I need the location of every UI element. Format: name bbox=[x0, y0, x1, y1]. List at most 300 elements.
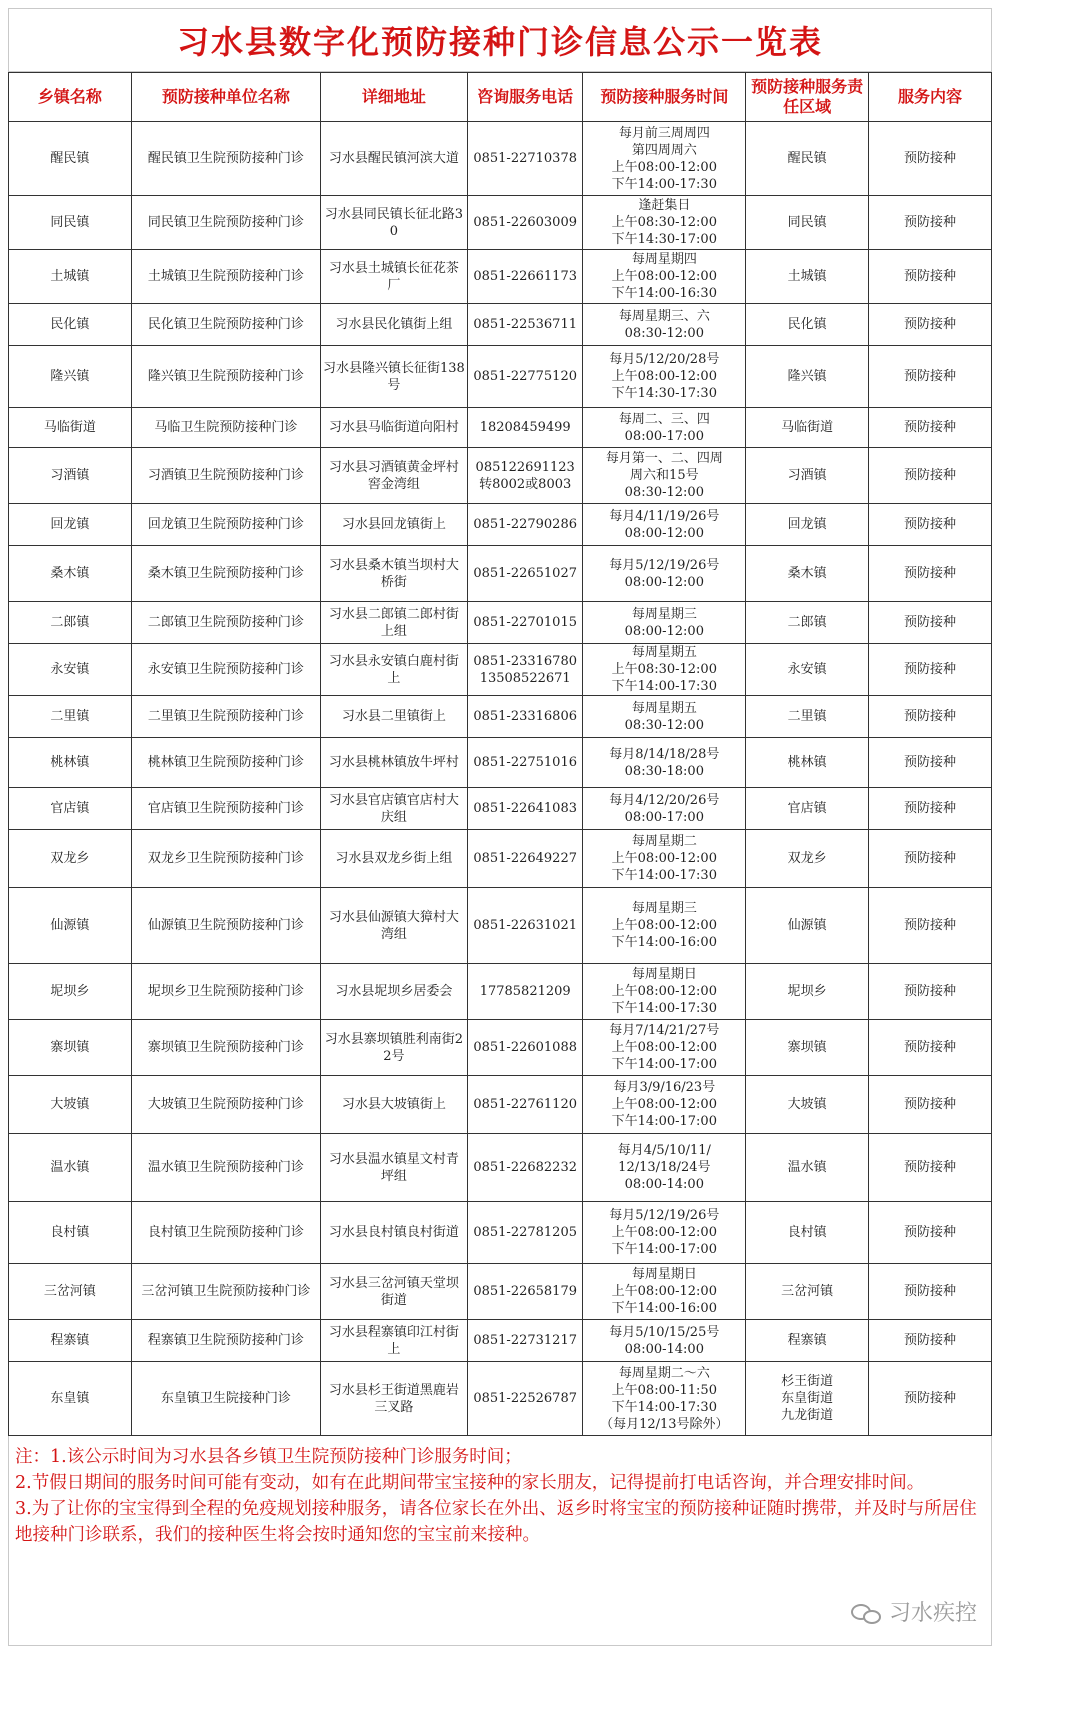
address-cell: 习水县永安镇白鹿村街上 bbox=[320, 644, 467, 696]
table-row bbox=[9, 250, 992, 304]
table-row bbox=[9, 346, 992, 408]
time-line: 08:00-12:00 bbox=[624, 623, 704, 639]
time-cell bbox=[583, 408, 746, 448]
wechat-icon bbox=[851, 1602, 883, 1626]
time-cell bbox=[583, 122, 746, 196]
area-line: 永安镇 bbox=[787, 662, 827, 677]
time-line: 下午14:00-16:30 bbox=[611, 286, 717, 301]
time-line: 每月前三周周四 bbox=[618, 125, 710, 141]
phone-cell: 0851-22631021 bbox=[467, 888, 583, 964]
address-cell: 习水县杉王街道黑鹿岩三叉路 bbox=[320, 1362, 467, 1436]
phone-cell: 18208459499 bbox=[467, 408, 583, 448]
time-line: 每月3/9/16/23号 bbox=[613, 1080, 716, 1095]
area-line: 大坡镇 bbox=[787, 1097, 827, 1112]
area-line: 二郎镇 bbox=[787, 615, 827, 630]
area-cell bbox=[746, 1264, 869, 1320]
time-line: 每月4/11/19/26号 bbox=[609, 508, 720, 524]
town-cell: 双龙乡 bbox=[9, 830, 132, 888]
table-row bbox=[9, 964, 992, 1020]
table-row bbox=[9, 888, 992, 964]
time-line: 08:30-12:00 bbox=[624, 325, 704, 341]
time-line: 下午14:00-17:30 bbox=[611, 1001, 717, 1016]
town-cell: 桑木镇 bbox=[9, 546, 132, 602]
address-cell: 习水县仙源镇大獐村大湾组 bbox=[320, 888, 467, 964]
address-cell: 习水县桑木镇当坝村大桥街 bbox=[320, 546, 467, 602]
watermark bbox=[851, 1601, 977, 1627]
town-cell: 民化镇 bbox=[9, 304, 132, 346]
area-line: 程寨镇 bbox=[787, 1333, 827, 1348]
address-cell: 习水县同民镇长征北路30 bbox=[320, 196, 467, 250]
phone-cell: 0851-22781205 bbox=[467, 1202, 583, 1264]
town-cell: 桃林镇 bbox=[9, 738, 132, 788]
time-cell bbox=[583, 888, 746, 964]
area-cell bbox=[746, 250, 869, 304]
phone-cell: 0851-22751016 bbox=[467, 738, 583, 788]
address-cell: 习水县民化镇街上组 bbox=[320, 304, 467, 346]
area-line: 九龙街道 bbox=[781, 1408, 834, 1423]
service-cell: 预防接种 bbox=[869, 1320, 992, 1362]
time-cell bbox=[583, 504, 746, 546]
time-line: 下午14:00-17:30 bbox=[611, 679, 717, 694]
area-cell bbox=[746, 644, 869, 696]
phone-cell: 0851-23316806 bbox=[467, 696, 583, 738]
notes-section bbox=[8, 1436, 992, 1646]
area-line: 同民镇 bbox=[787, 215, 827, 230]
time-line: 上午08:00-12:00 bbox=[611, 369, 717, 384]
phone-cell: 0851-22641083 bbox=[467, 788, 583, 830]
time-line: 每周星期五 bbox=[631, 645, 697, 660]
service-cell: 预防接种 bbox=[869, 122, 992, 196]
time-line: 上午08:00-12:00 bbox=[611, 918, 717, 933]
town-cell: 仙源镇 bbox=[9, 888, 132, 964]
area-cell bbox=[746, 1202, 869, 1264]
service-cell: 预防接种 bbox=[869, 250, 992, 304]
table-row bbox=[9, 738, 992, 788]
time-line: 每月5/12/19/26号 bbox=[609, 557, 720, 573]
header-area: 预防接种服务责任区域 bbox=[746, 73, 869, 122]
area-cell bbox=[746, 1134, 869, 1202]
town-cell: 习酒镇 bbox=[9, 448, 132, 504]
header-time: 预防接种服务时间 bbox=[583, 73, 746, 122]
service-cell: 预防接种 bbox=[869, 830, 992, 888]
address-cell: 习水县二里镇街上 bbox=[320, 696, 467, 738]
area-cell bbox=[746, 196, 869, 250]
time-line: 第四周周六 bbox=[631, 142, 697, 158]
area-line: 坭坝乡 bbox=[787, 984, 827, 999]
service-cell: 预防接种 bbox=[869, 1202, 992, 1264]
town-cell: 醒民镇 bbox=[9, 122, 132, 196]
area-cell bbox=[746, 1076, 869, 1134]
area-cell bbox=[746, 546, 869, 602]
phone-cell: 0851-22651027 bbox=[467, 546, 583, 602]
time-cell bbox=[583, 346, 746, 408]
table-row bbox=[9, 448, 992, 504]
unit-cell: 三岔河镇卫生院预防接种门诊 bbox=[131, 1264, 320, 1320]
time-cell bbox=[583, 602, 746, 644]
time-line: 08:00-14:00 bbox=[624, 1341, 704, 1357]
time-line: 下午14:00-17:30 bbox=[611, 868, 717, 883]
area-line: 桃林镇 bbox=[787, 755, 827, 770]
table-header-row bbox=[9, 73, 992, 122]
time-line: 上午08:00-12:00 bbox=[611, 984, 717, 999]
time-line: 上午08:00-11:50 bbox=[611, 1382, 717, 1398]
time-line: 每周星期二～六 bbox=[618, 1365, 710, 1381]
time-line: 上午08:30-12:00 bbox=[611, 662, 717, 677]
time-line: 08:00-14:00 bbox=[624, 1177, 704, 1192]
time-line: 08:00-17:00 bbox=[624, 809, 704, 825]
phone-cell: 0851-23316780 13508522671 bbox=[467, 644, 583, 696]
time-line: 08:30-12:00 bbox=[624, 717, 704, 733]
service-cell: 预防接种 bbox=[869, 644, 992, 696]
time-line: 上午08:00-12:00 bbox=[611, 269, 717, 284]
phone-cell: 0851-22701015 bbox=[467, 602, 583, 644]
time-cell bbox=[583, 1320, 746, 1362]
service-cell: 预防接种 bbox=[869, 546, 992, 602]
time-line: 上午08:30-12:00 bbox=[611, 215, 717, 230]
address-cell: 习水县温水镇星文村青坪组 bbox=[320, 1134, 467, 1202]
unit-cell: 习酒镇卫生院预防接种门诊 bbox=[131, 448, 320, 504]
phone-cell: 0851-22775120 bbox=[467, 346, 583, 408]
header-service: 服务内容 bbox=[869, 73, 992, 122]
service-cell: 预防接种 bbox=[869, 504, 992, 546]
time-line: 每月第一、二、四周 bbox=[605, 451, 723, 466]
header-address: 详细地址 bbox=[320, 73, 467, 122]
header-phone: 咨询服务电话 bbox=[467, 73, 583, 122]
service-cell: 预防接种 bbox=[869, 738, 992, 788]
town-cell: 坭坝乡 bbox=[9, 964, 132, 1020]
area-cell bbox=[746, 304, 869, 346]
phone-cell: 0851-22649227 bbox=[467, 830, 583, 888]
unit-cell: 寨坝镇卫生院预防接种门诊 bbox=[131, 1020, 320, 1076]
service-cell: 预防接种 bbox=[869, 888, 992, 964]
address-cell: 习水县土城镇长征花茶厂 bbox=[320, 250, 467, 304]
page-title: 习水县数字化预防接种门诊信息公示一览表 bbox=[8, 8, 992, 72]
table-row bbox=[9, 546, 992, 602]
time-line: （每月12/13号除外） bbox=[600, 1416, 729, 1432]
time-line: 下午14:00-17:30 bbox=[611, 176, 717, 192]
unit-cell: 醒民镇卫生院预防接种门诊 bbox=[131, 122, 320, 196]
address-cell: 习水县隆兴镇长征街138号 bbox=[320, 346, 467, 408]
phone-cell: 0851-22526787 bbox=[467, 1362, 583, 1436]
address-cell: 习水县马临街道向阳村 bbox=[320, 408, 467, 448]
unit-cell: 回龙镇卫生院预防接种门诊 bbox=[131, 504, 320, 546]
area-cell bbox=[746, 830, 869, 888]
area-cell bbox=[746, 122, 869, 196]
time-line: 每周星期五 bbox=[631, 700, 697, 716]
service-cell: 预防接种 bbox=[869, 1134, 992, 1202]
time-line: 每月7/14/21/27号 bbox=[609, 1023, 720, 1038]
time-line: 上午08:00-12:00 bbox=[611, 159, 717, 175]
unit-cell: 同民镇卫生院预防接种门诊 bbox=[131, 196, 320, 250]
address-cell: 习水县回龙镇街上 bbox=[320, 504, 467, 546]
town-cell: 同民镇 bbox=[9, 196, 132, 250]
time-line: 每周星期二 bbox=[631, 834, 697, 849]
time-line: 下午14:30-17:00 bbox=[611, 232, 717, 247]
time-cell bbox=[583, 1076, 746, 1134]
area-cell bbox=[746, 788, 869, 830]
unit-cell: 民化镇卫生院预防接种门诊 bbox=[131, 304, 320, 346]
header-unit: 预防接种单位名称 bbox=[131, 73, 320, 122]
service-cell: 预防接种 bbox=[869, 1264, 992, 1320]
time-cell bbox=[583, 738, 746, 788]
unit-cell: 东皇镇卫生院接种门诊 bbox=[131, 1362, 320, 1436]
town-cell: 良村镇 bbox=[9, 1202, 132, 1264]
time-line: 每周星期日 bbox=[631, 1267, 697, 1282]
time-cell bbox=[583, 788, 746, 830]
unit-cell: 马临卫生院预防接种门诊 bbox=[131, 408, 320, 448]
time-line: 下午14:00-17:00 bbox=[611, 1242, 717, 1257]
time-line: 每月4/5/10/11/ bbox=[617, 1143, 711, 1158]
table-row bbox=[9, 602, 992, 644]
unit-cell: 土城镇卫生院预防接种门诊 bbox=[131, 250, 320, 304]
address-cell: 习水县习酒镇黄金坪村窖金湾组 bbox=[320, 448, 467, 504]
time-cell bbox=[583, 964, 746, 1020]
area-line: 仙源镇 bbox=[787, 918, 827, 933]
time-cell bbox=[583, 696, 746, 738]
service-cell: 预防接种 bbox=[869, 1362, 992, 1436]
area-line: 土城镇 bbox=[787, 269, 827, 284]
unit-cell: 仙源镇卫生院预防接种门诊 bbox=[131, 888, 320, 964]
phone-cell: 0851-22790286 bbox=[467, 504, 583, 546]
area-cell bbox=[746, 448, 869, 504]
town-cell: 程寨镇 bbox=[9, 1320, 132, 1362]
address-cell: 习水县醒民镇河滨大道 bbox=[320, 122, 467, 196]
area-line: 三岔河镇 bbox=[781, 1284, 834, 1299]
time-line: 每月5/10/15/25号 bbox=[609, 1324, 720, 1340]
unit-cell: 二里镇卫生院预防接种门诊 bbox=[131, 696, 320, 738]
time-cell bbox=[583, 644, 746, 696]
time-line: 每周星期三、六 bbox=[618, 308, 710, 324]
phone-cell: 0851-22661173 bbox=[467, 250, 583, 304]
time-line: 周六和15号 bbox=[630, 468, 699, 483]
table-row bbox=[9, 504, 992, 546]
town-cell: 东皇镇 bbox=[9, 1362, 132, 1436]
address-cell: 习水县坭坝乡居委会 bbox=[320, 964, 467, 1020]
time-line: 逢赶集日 bbox=[638, 198, 691, 213]
table-row bbox=[9, 1320, 992, 1362]
notice-sheet bbox=[8, 8, 992, 1646]
area-cell bbox=[746, 504, 869, 546]
phone-cell: 085122691123转8002或8003 bbox=[467, 448, 583, 504]
time-line: 下午14:00-17:00 bbox=[611, 1114, 717, 1129]
time-line: 每周星期三 bbox=[631, 901, 697, 916]
area-line: 二里镇 bbox=[787, 709, 827, 724]
time-line: 每周星期日 bbox=[631, 967, 697, 982]
table-row bbox=[9, 122, 992, 196]
time-cell bbox=[583, 448, 746, 504]
service-cell: 预防接种 bbox=[869, 1020, 992, 1076]
area-line: 双龙乡 bbox=[787, 851, 827, 866]
town-cell: 土城镇 bbox=[9, 250, 132, 304]
area-line: 醒民镇 bbox=[787, 151, 827, 166]
address-cell: 习水县寨坝镇胜利南街22号 bbox=[320, 1020, 467, 1076]
area-line: 寨坝镇 bbox=[787, 1040, 827, 1055]
area-line: 民化镇 bbox=[787, 317, 827, 332]
time-line: 08:30-18:00 bbox=[624, 763, 704, 779]
time-cell bbox=[583, 1264, 746, 1320]
time-line: 08:00-12:00 bbox=[624, 525, 704, 541]
area-cell bbox=[746, 1362, 869, 1436]
town-cell: 寨坝镇 bbox=[9, 1020, 132, 1076]
service-cell: 预防接种 bbox=[869, 346, 992, 408]
phone-cell: 0851-22761120 bbox=[467, 1076, 583, 1134]
area-cell bbox=[746, 696, 869, 738]
table-row bbox=[9, 1134, 992, 1202]
table-row bbox=[9, 196, 992, 250]
time-cell bbox=[583, 1020, 746, 1076]
unit-cell: 永安镇卫生院预防接种门诊 bbox=[131, 644, 320, 696]
time-line: 每月5/12/19/26号 bbox=[609, 1208, 720, 1223]
area-line: 杉王街道 bbox=[781, 1374, 834, 1389]
time-line: 08:00-12:00 bbox=[624, 574, 704, 590]
area-line: 良村镇 bbox=[787, 1225, 827, 1240]
area-line: 习酒镇 bbox=[787, 468, 827, 483]
service-cell: 预防接种 bbox=[869, 964, 992, 1020]
unit-cell: 良村镇卫生院预防接种门诊 bbox=[131, 1202, 320, 1264]
area-cell bbox=[746, 408, 869, 448]
watermark-text: 习水疾控 bbox=[888, 1601, 977, 1626]
address-cell: 习水县三岔河镇天堂坝街道 bbox=[320, 1264, 467, 1320]
table-row bbox=[9, 408, 992, 448]
address-cell: 习水县大坡镇街上 bbox=[320, 1076, 467, 1134]
area-cell bbox=[746, 346, 869, 408]
phone-cell: 0851-22603009 bbox=[467, 196, 583, 250]
service-cell: 预防接种 bbox=[869, 788, 992, 830]
phone-cell: 0851-22601088 bbox=[467, 1020, 583, 1076]
time-line: 下午14:00-16:00 bbox=[611, 935, 717, 950]
phone-cell: 17785821209 bbox=[467, 964, 583, 1020]
table-row bbox=[9, 644, 992, 696]
town-cell: 三岔河镇 bbox=[9, 1264, 132, 1320]
time-cell bbox=[583, 196, 746, 250]
area-line: 官店镇 bbox=[787, 801, 827, 816]
time-line: 上午08:00-12:00 bbox=[611, 1097, 717, 1112]
town-cell: 官店镇 bbox=[9, 788, 132, 830]
service-cell: 预防接种 bbox=[869, 696, 992, 738]
town-cell: 温水镇 bbox=[9, 1134, 132, 1202]
town-cell: 大坡镇 bbox=[9, 1076, 132, 1134]
time-cell bbox=[583, 1134, 746, 1202]
area-line: 温水镇 bbox=[787, 1160, 827, 1175]
time-cell bbox=[583, 546, 746, 602]
table-row bbox=[9, 788, 992, 830]
service-cell: 预防接种 bbox=[869, 1076, 992, 1134]
table-row bbox=[9, 1076, 992, 1134]
area-cell bbox=[746, 964, 869, 1020]
table-row bbox=[9, 1362, 992, 1436]
time-line: 08:30-12:00 bbox=[624, 485, 704, 500]
table-row bbox=[9, 304, 992, 346]
table-row bbox=[9, 830, 992, 888]
time-line: 上午08:00-12:00 bbox=[611, 851, 717, 866]
address-cell: 习水县官店镇官店村大庆组 bbox=[320, 788, 467, 830]
area-line: 东皇街道 bbox=[781, 1391, 834, 1406]
time-line: 每周星期四 bbox=[631, 252, 697, 267]
unit-cell: 坭坝乡卫生院预防接种门诊 bbox=[131, 964, 320, 1020]
address-cell: 习水县桃林镇放牛坪村 bbox=[320, 738, 467, 788]
town-cell: 回龙镇 bbox=[9, 504, 132, 546]
time-line: 上午08:00-12:00 bbox=[611, 1284, 717, 1299]
unit-cell: 双龙乡卫生院预防接种门诊 bbox=[131, 830, 320, 888]
area-cell bbox=[746, 888, 869, 964]
town-cell: 永安镇 bbox=[9, 644, 132, 696]
time-line: 12/13/18/24号 bbox=[618, 1160, 711, 1175]
unit-cell: 隆兴镇卫生院预防接种门诊 bbox=[131, 346, 320, 408]
note-2: 2.节假日期间的服务时间可能有变动，如有在此期间带宝宝接种的家长朋友，记得提前打电话咨询，并合理安排时间。 bbox=[15, 1473, 925, 1493]
time-cell bbox=[583, 830, 746, 888]
time-line: 下午14:00-16:00 bbox=[611, 1301, 717, 1316]
time-cell bbox=[583, 250, 746, 304]
service-cell: 预防接种 bbox=[869, 196, 992, 250]
time-line: 下午14:30-17:30 bbox=[611, 386, 717, 401]
service-cell: 预防接种 bbox=[869, 304, 992, 346]
town-cell: 隆兴镇 bbox=[9, 346, 132, 408]
phone-cell: 0851-22682232 bbox=[467, 1134, 583, 1202]
service-cell: 预防接种 bbox=[869, 408, 992, 448]
unit-cell: 桑木镇卫生院预防接种门诊 bbox=[131, 546, 320, 602]
table-row bbox=[9, 1264, 992, 1320]
area-cell bbox=[746, 602, 869, 644]
area-line: 隆兴镇 bbox=[787, 369, 827, 384]
service-cell: 预防接种 bbox=[869, 602, 992, 644]
time-line: 每月8/14/18/28号 bbox=[609, 746, 720, 762]
phone-cell: 0851-22658179 bbox=[467, 1264, 583, 1320]
area-cell bbox=[746, 1020, 869, 1076]
phone-cell: 0851-22710378 bbox=[467, 122, 583, 196]
table-row bbox=[9, 1202, 992, 1264]
area-line: 桑木镇 bbox=[787, 566, 827, 581]
time-line: 上午08:00-12:00 bbox=[611, 1225, 717, 1240]
unit-cell: 二郎镇卫生院预防接种门诊 bbox=[131, 602, 320, 644]
service-cell: 预防接种 bbox=[869, 448, 992, 504]
time-cell bbox=[583, 1202, 746, 1264]
time-line: 每月4/12/20/26号 bbox=[609, 792, 720, 808]
address-cell: 习水县良村镇良村街道 bbox=[320, 1202, 467, 1264]
area-line: 回龙镇 bbox=[787, 517, 827, 532]
unit-cell: 大坡镇卫生院预防接种门诊 bbox=[131, 1076, 320, 1134]
address-cell: 习水县二郎镇二郎村街上组 bbox=[320, 602, 467, 644]
area-cell bbox=[746, 1320, 869, 1362]
time-line: 下午14:00-17:00 bbox=[611, 1057, 717, 1072]
clinic-table bbox=[8, 72, 992, 1436]
phone-cell: 0851-22731217 bbox=[467, 1320, 583, 1362]
phone-cell: 0851-22536711 bbox=[467, 304, 583, 346]
time-cell bbox=[583, 1362, 746, 1436]
unit-cell: 程寨镇卫生院预防接种门诊 bbox=[131, 1320, 320, 1362]
area-cell bbox=[746, 738, 869, 788]
time-cell bbox=[583, 304, 746, 346]
town-cell: 二郎镇 bbox=[9, 602, 132, 644]
town-cell: 马临街道 bbox=[9, 408, 132, 448]
time-line: 下午14:00-17:30 bbox=[611, 1399, 717, 1415]
unit-cell: 桃林镇卫生院预防接种门诊 bbox=[131, 738, 320, 788]
time-line: 08:00-17:00 bbox=[624, 428, 704, 444]
area-line: 马临街道 bbox=[781, 420, 834, 435]
time-line: 每周二、三、四 bbox=[618, 411, 710, 427]
header-town: 乡镇名称 bbox=[9, 73, 132, 122]
unit-cell: 温水镇卫生院预防接种门诊 bbox=[131, 1134, 320, 1202]
time-line: 上午08:00-12:00 bbox=[611, 1040, 717, 1055]
time-line: 每月5/12/20/28号 bbox=[609, 352, 720, 367]
note-1: 注：1.该公示时间为习水县各乡镇卫生院预防接种门诊服务时间； bbox=[15, 1447, 522, 1467]
town-cell: 二里镇 bbox=[9, 696, 132, 738]
time-line: 每周星期三 bbox=[631, 606, 697, 622]
table-row bbox=[9, 696, 992, 738]
table-row bbox=[9, 1020, 992, 1076]
table-body bbox=[9, 122, 992, 1436]
note-3: 3.为了让你的宝宝得到全程的免疫规划接种服务，请各位家长在外出、返乡时将宝宝的预防接种证随时携带，并及时与所居住地接种门诊联系，我们的接种医生将会按时通知您的宝宝前来接种。 bbox=[15, 1499, 977, 1545]
address-cell: 习水县程寨镇印江村街上 bbox=[320, 1320, 467, 1362]
